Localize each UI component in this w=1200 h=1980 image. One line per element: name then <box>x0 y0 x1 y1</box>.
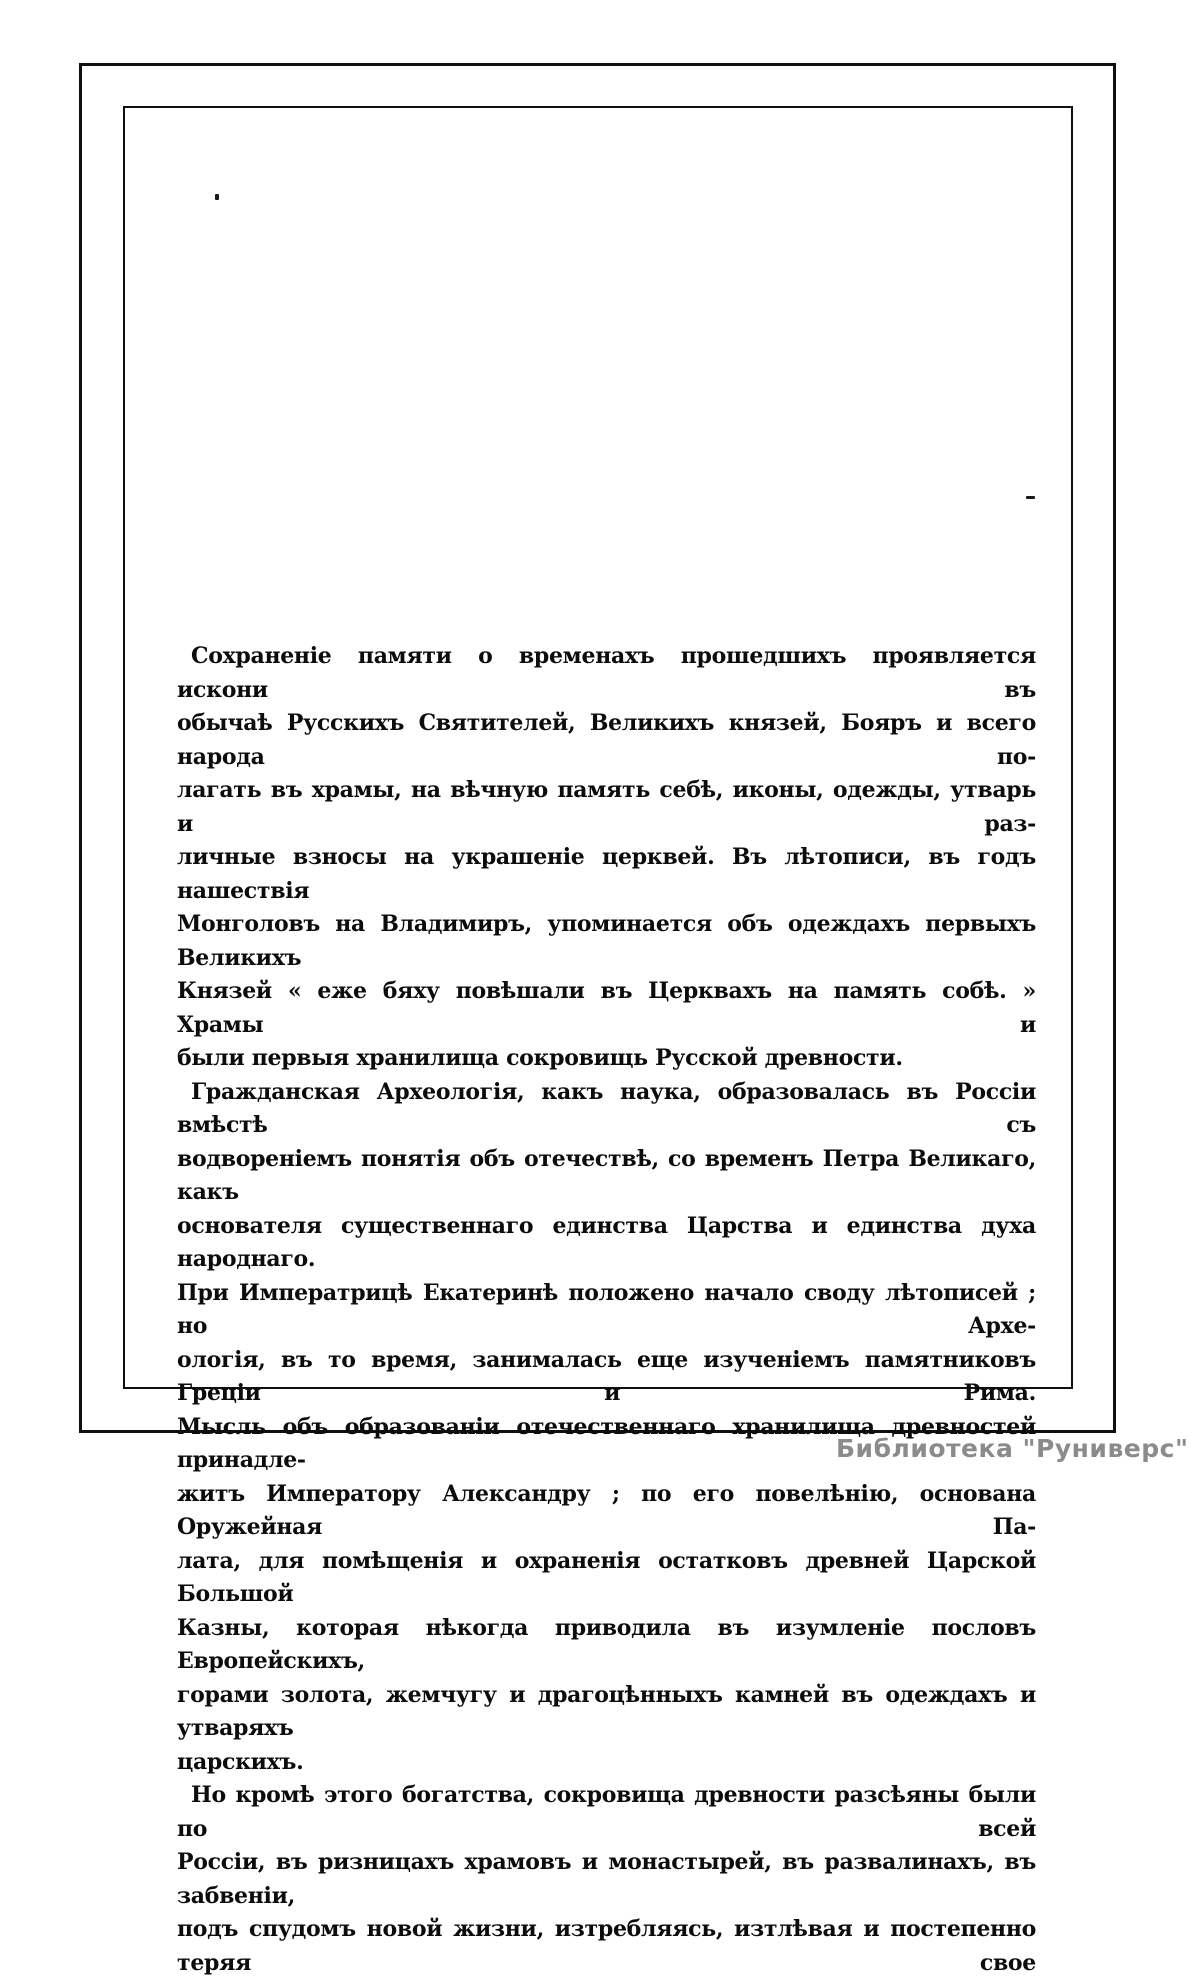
text-line: личные взносы на украшеніе церквей. Въ лѣтописи, въ годъ нашествія <box>177 844 1036 904</box>
text-line: ологія, въ то время, занималась еще изученіемъ памятниковъ Греціи и Рима. <box>177 1346 1036 1406</box>
text-line: Но кромѣ этого богатства, сокровища древности разсѣяны были по всей <box>177 1782 1036 1842</box>
text-line: горами золота, жемчугу и драгоцѣнныхъ камней въ одеждахъ и утваряхъ <box>177 1681 1036 1741</box>
text-line: Сохраненіе памяти о временахъ прошедшихъ проявляется искони въ <box>177 643 1036 703</box>
text-line: водвореніемъ понятія объ отечествѣ, со временъ Петра Великаго, какъ <box>177 1145 1036 1205</box>
paragraph-1 <box>177 640 1036 1076</box>
text-line: подъ спудомъ новой жизни, изтребляясь, изтлѣвая и постепенно теряя свое <box>177 1916 1036 1976</box>
text-line: Гражданская Археологія, какъ наука, образовалась въ Россіи вмѣстѣ съ <box>177 1078 1036 1138</box>
text-line: лата, для помѣщенія и охраненія остатковъ древней Царской Большой <box>177 1547 1036 1607</box>
text-line: основателя существеннаго единства Царства и единства духа народнаго. <box>177 1212 1036 1272</box>
page-text <box>177 640 1036 1980</box>
paragraph-3 <box>177 1779 1036 1980</box>
text-line: житъ Императору Александру ; по его повелѣнію, основана Оружейная Па- <box>177 1480 1036 1540</box>
text-line: Монголовъ на Владимиръ, упоминается объ одеждахъ первыхъ Великихъ <box>177 911 1036 971</box>
text-line: были первыя хранилища сокровищь Русской древности. <box>177 1045 903 1071</box>
scan-artifact-dash <box>1026 496 1035 499</box>
text-line: лагать въ храмы, на вѣчную память себѣ, иконы, одежды, утварь и раз- <box>177 777 1036 837</box>
scan-artifact-dot <box>215 194 219 200</box>
paragraph-2 <box>177 1076 1036 1780</box>
text-line: царскихъ. <box>177 1748 304 1775</box>
text-line: Мысль объ образованіи отечественнаго хранилища древностей принадле- <box>177 1413 1036 1473</box>
text-line: Казны, которая нѣкогда приводила въ изумленіе пословъ Европейскихъ, <box>177 1614 1036 1674</box>
text-line: Князей « еже бяху повѣшали въ Церквахъ на память собѣ. » Храмы и <box>177 978 1036 1038</box>
library-watermark: Библиотека "Руниверс" <box>836 1434 1189 1463</box>
text-line: При Императрицѣ Екатеринѣ положено начало своду лѣтописей ; но Архе- <box>177 1279 1036 1339</box>
text-line: обычаѣ Русскихъ Святителей, Великихъ князей, Бояръ и всего народа по- <box>177 710 1036 770</box>
text-line: Россіи, въ ризницахъ храмовъ и монастырей, въ развалинахъ, въ забвеніи, <box>177 1849 1036 1909</box>
